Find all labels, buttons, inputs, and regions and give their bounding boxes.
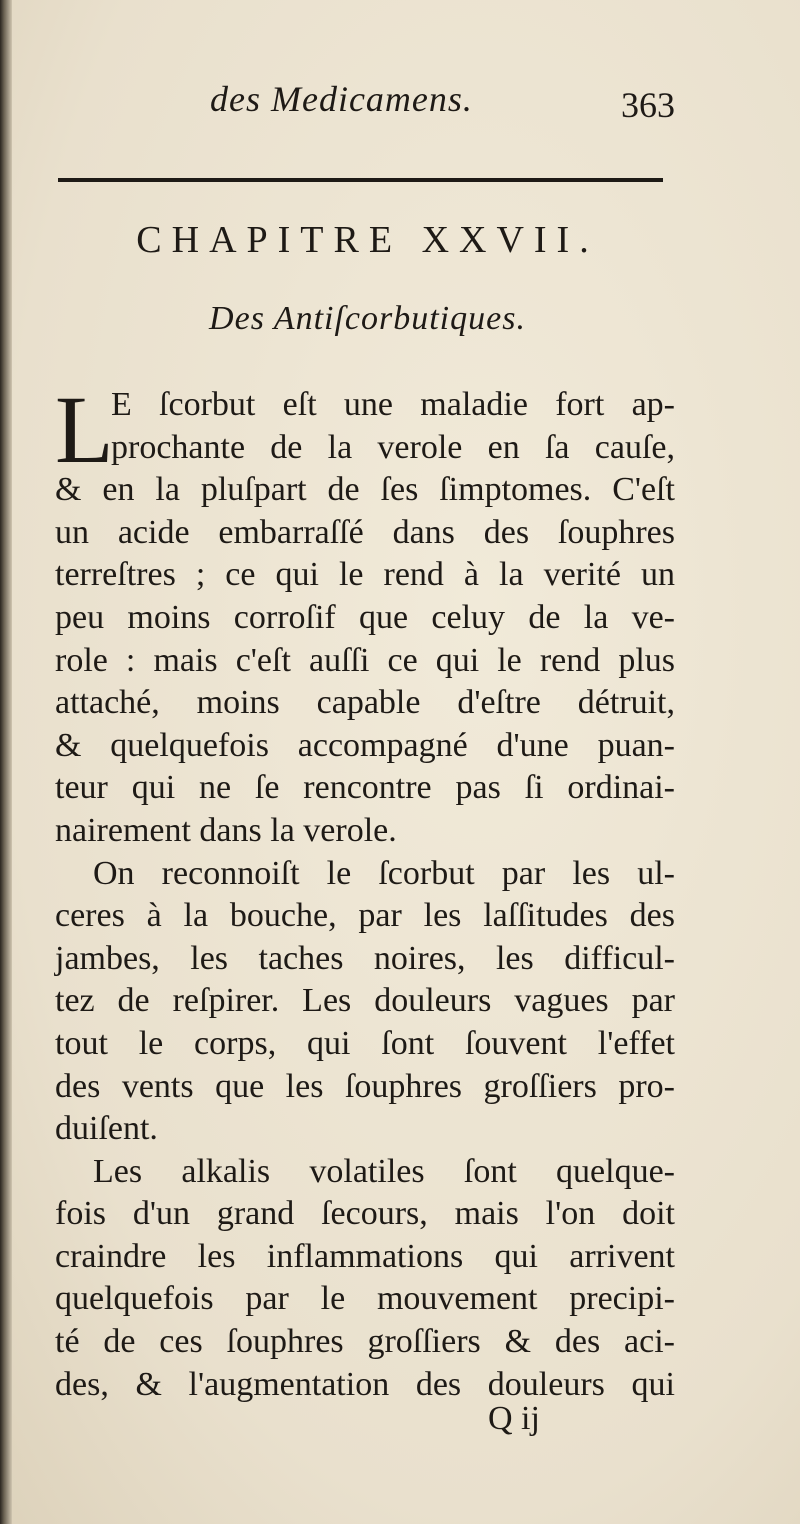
paragraph-2 — [55, 853, 675, 1151]
text-line: des, & l'augmentation des douleurs qui — [55, 1365, 675, 1403]
text-line: role : mais c'eſt auſſi ce qui le rend plus — [55, 641, 675, 679]
text-line: E ſcorbut eſt une maladie fort ap- — [111, 386, 675, 423]
signature-mark: Q ij — [488, 1400, 540, 1437]
text-line: fois d'un grand ſecours, mais l'on doit — [55, 1195, 675, 1233]
text-line: On reconnoiſt le ſcorbut par les ul- — [93, 854, 675, 892]
chapter-subtitle: Des Antiſcorbutiques. — [209, 300, 526, 337]
text-line: teur qui ne ſe rencontre pas ſi ordinai- — [55, 769, 675, 807]
text-line: terreſtres ; ce qui le rend à la verité un — [55, 556, 675, 594]
chapter-title: CHAPITRE XXVII. — [136, 219, 599, 261]
page-header — [60, 78, 675, 128]
text-line: té de ces ſouphres groſſiers & des aci- — [55, 1323, 675, 1361]
text-line: prochante de la verole en ſa cauſe, — [111, 428, 675, 466]
drop-cap: L — [55, 376, 114, 483]
text-line: tez de reſpirer. Les douleurs vagues par — [55, 982, 675, 1020]
text-line: un acide embarraſſé dans des ſouphres — [55, 513, 675, 551]
text-line: nairement dans la verole. — [55, 811, 397, 849]
text-line: craindre les inflammations qui arrivent — [55, 1237, 675, 1275]
text-line: duiſent. — [55, 1110, 158, 1148]
text-line: & en la pluſpart de ſes ſimptomes. C'eſt — [55, 471, 675, 509]
text-line: des vents que les ſouphres groſſiers pro- — [55, 1067, 675, 1105]
text-line: attaché, moins capable d'eſtre détruit, — [55, 684, 675, 722]
text-line: Les alkalis volatiles ſont quelque- — [93, 1152, 675, 1190]
running-title: des Medicamens. — [210, 79, 473, 119]
text-line: quelquefois par le mouvement precipi- — [55, 1280, 675, 1318]
body-text — [55, 376, 675, 1406]
text-line: peu moins corroſif que celuy de la ve- — [55, 598, 675, 636]
page-edge — [0, 0, 12, 1524]
page-number: 363 — [621, 85, 675, 125]
text-line: tout le corps, qui ſont ſouvent l'effet — [55, 1024, 675, 1062]
paragraph-1 — [55, 376, 675, 483]
paragraph-1-continued — [55, 469, 675, 852]
paragraph-3 — [55, 1151, 675, 1407]
header-rule — [58, 178, 663, 182]
text-line: ceres à la bouche, par les laſſitudes des — [55, 897, 675, 935]
text-line: & quelquefois accompagné d'une puan- — [55, 726, 675, 764]
text-line: jambes, les taches noires, les difficul- — [55, 939, 675, 977]
